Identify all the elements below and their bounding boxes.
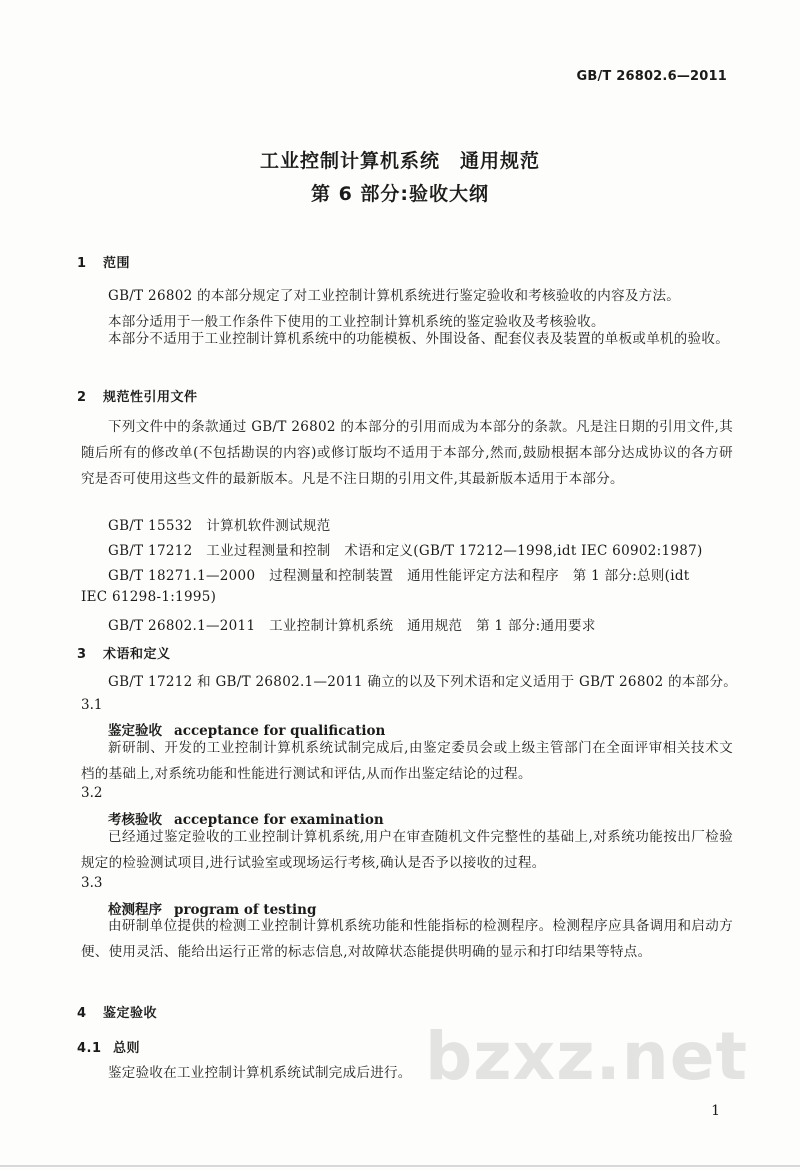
scope-paragraph-1: GB/T 26802 的本部分规定了对工业控制计算机系统进行鉴定验收和考核验收的内容及方法。: [108, 288, 681, 304]
document-title: 工业控制计算机系统 通用规范: [259, 150, 540, 172]
term-chinese: 检测程序: [108, 902, 162, 918]
reference-item: GB/T 18271.1—2000 过程测量和控制装置 通用性能评定方法和程序 第 1 部分:总则(idt: [108, 568, 690, 584]
term-chinese: 鉴定验收: [108, 723, 162, 739]
page-edge-divider: [0, 1165, 800, 1167]
section-heading-scope: [77, 252, 130, 271]
section-heading-terms: [77, 643, 171, 662]
document-subtitle: 第 6 部分:验收大纲: [310, 183, 490, 205]
term-definition: 新研制、开发的工业控制计算机系统试制完成后,由鉴定委员会或上级主管部门在全面评审相关技术文档的基础上,对系统功能和性能进行测试和评估,从而作出鉴定结论的过程。: [81, 740, 733, 782]
general-paragraph: 鉴定验收在工业控制计算机系统试制完成后进行。: [108, 1065, 412, 1081]
scope-paragraph-3: 本部分不适用于工业控制计算机系统中的功能模板、外围设备、配套仪表及装置的单板或单机的验收。: [108, 331, 729, 347]
term-number: 3.3: [81, 875, 103, 891]
term-definition: 已经通过鉴定验收的工业控制计算机系统,用户在审查随机文件完整性的基础上,对系统功能按出厂检验规定的检验测试项目,进行试验室或现场运行考核,确认是否予以接收的过程。: [81, 829, 733, 871]
reference-item: GB/T 26802.1—2011 工业控制计算机系统 通用规范 第 1 部分:通用要求: [108, 618, 596, 634]
section-number: 2: [77, 390, 87, 405]
section-number: 3: [77, 647, 87, 662]
section-title: 术语和定义: [103, 647, 171, 662]
term-number: 3.1: [81, 697, 103, 713]
reference-item: GB/T 15532 计算机软件测试规范: [108, 518, 331, 534]
reference-item-continued: IEC 61298-1:1995): [81, 589, 217, 605]
term-english: acceptance for examination: [174, 812, 384, 828]
section-title: 范围: [103, 256, 131, 271]
section-heading-references: [77, 386, 198, 405]
section-number: 4.1: [77, 1041, 102, 1056]
references-intro: 下列文件中的条款通过 GB/T 26802 的本部分的引用而成为本部分的条款。凡是注日期的引用文件,其随后所有的修改单(不包括勘误的内容)或修订版均不适用于本部分,然而,鼓励根据本部分达成协议的各方研究是否可使用这些文件的最新版本。凡是不注日期的引用文件,其最新版本适用于本部分。: [81, 419, 733, 487]
section-number: 1: [77, 256, 87, 271]
standard-number: GB/T 26802.6—2011: [576, 69, 727, 84]
page-number: 1: [711, 1103, 720, 1119]
section-title: 鉴定验收: [103, 1006, 158, 1021]
term-english: program of testing: [174, 902, 317, 918]
watermark-logo: bzxz.net: [425, 1018, 749, 1095]
term-number: 3.2: [81, 785, 103, 801]
scope-paragraph-2: 本部分适用于一般工作条件下使用的工业控制计算机系统的鉴定验收及考核验收。: [108, 314, 605, 330]
section-number: 4: [77, 1006, 87, 1021]
section-heading-qualification: [77, 1002, 157, 1021]
term-definition: 由研制单位提供的检测工业控制计算机系统功能和性能指标的检测程序。检测程序应具备调用和启动方便、使用灵活、能给出运行正常的标志信息,对故障状态能提供明确的显示和打印结果等特点。: [81, 918, 733, 960]
term-chinese: 考核验收: [108, 812, 162, 828]
subsection-heading-general: [77, 1037, 140, 1056]
section-title: 规范性引用文件: [103, 390, 198, 405]
reference-item: GB/T 17212 工业过程测量和控制 术语和定义(GB/T 17212—1998,idt IEC 60902:1987): [108, 543, 703, 559]
terms-intro: GB/T 17212 和 GB/T 26802.1—2011 确立的以及下列术语和定义适用于 GB/T 26802 的本部分。: [108, 674, 738, 690]
section-title: 总则: [113, 1041, 141, 1056]
term-english: acceptance for qualification: [174, 723, 386, 739]
